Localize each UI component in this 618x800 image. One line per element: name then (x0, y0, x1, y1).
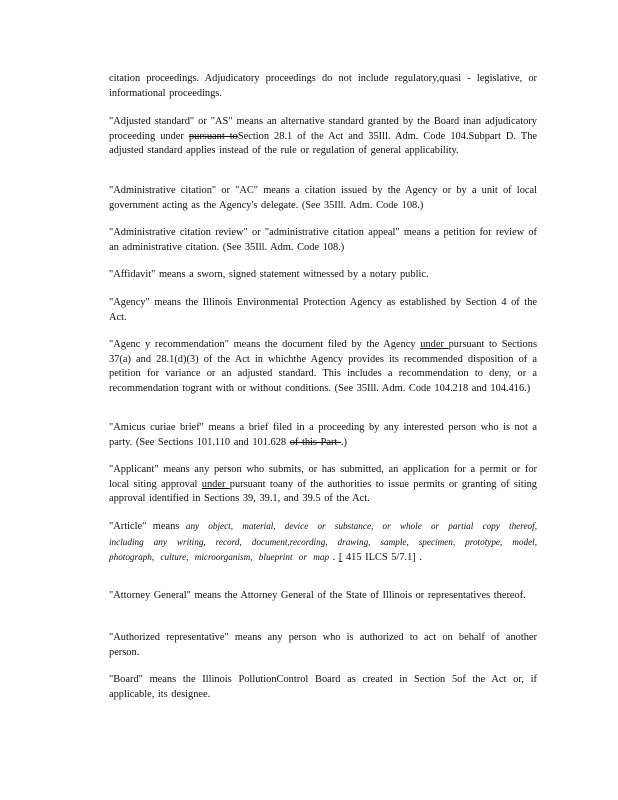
text-run: under (420, 339, 449, 350)
text-run: "Agenc y recommendation" means the document filed by the Agency (109, 339, 421, 350)
paragraph (109, 421, 537, 450)
text-run: "Board" means the Illinois PollutionControl Board as created in Section 5of the Act or, if applicable, its designee. (109, 674, 537, 700)
paragraph (109, 519, 537, 566)
text-run: Section 28.1 of the Act and 35Ill. Adm. Code 104.Subpart D. The adjusted standard applies instead of the rule or regulation of general applicability. (109, 130, 538, 157)
paragraph (109, 184, 537, 213)
text-run: "Authorized representative" means any person who is authorized to act on behalf of another person. (109, 632, 537, 658)
paragraph (109, 115, 537, 159)
text-run: . (329, 552, 339, 564)
paragraph (109, 631, 537, 660)
text-run: "Administrative citation" or "AC" means a citation issued by the Agency or by a unit of local government acting as the Agency's delegate. (See 35Ill. Adm. Code 108.) (109, 185, 537, 211)
text-run: "Article" means (109, 521, 186, 532)
paragraph (109, 338, 537, 396)
text-run: citation proceedings. Adjudicatory proceedings do not include regulatory,quasi - legislative, or informational proceedings. (109, 73, 537, 99)
text-run: under (201, 478, 230, 490)
text-run: "Administrative citation review" or "administrative citation appeal" means a petition for review of an administrative citation. (See 35Ill. Adm. Code 108.) (109, 227, 537, 253)
text-run: pursuant to (188, 130, 238, 142)
paragraph (109, 226, 537, 255)
paragraph (109, 268, 537, 283)
text-run: "Affidavit" means a sworn, signed statement witnessed by a notary public. (109, 269, 429, 280)
paragraph (109, 673, 537, 702)
text-run: "Attorney General" means the Attorney General of the State of Illinois or representatives thereof. (109, 590, 526, 601)
paragraph (109, 296, 537, 325)
text-run: [ (338, 552, 343, 564)
paragraph (109, 72, 537, 101)
text-run: "Agency" means the Illinois Environmental Protection Agency as established by Section 4 of the Act. (109, 297, 537, 323)
text-run: any object, material, device or substance, or whole or partial copy thereof, including any writing, record, document,recording, drawing, sample, specimen, prototype, model, photograph, culture, microorganism, blueprint or map (109, 521, 537, 563)
text-run: pursuant to Sections 37(a) and 28.1(d)(3) of the Act in whichthe Agency provides its recommended disposition of a petition for variance or an adjusted standard. This includes a recommendation to deny, or a recommendation togrant with or without conditions. (See 35Ill. Adm. Code 104.218 and 104.416.) (109, 339, 537, 394)
text-run: pursuant toany of the authorities to issue permits or granting of siting approval identified in Sections 39, 39.1, and 39.5 of the Act. (109, 478, 537, 505)
text-run: "Applicant" means any person who submits, or has submitted, an application for a permit or for local siting approval (109, 464, 537, 490)
text-run: .) (340, 436, 347, 448)
text-run: of this Part (289, 436, 341, 448)
paragraph (109, 589, 537, 604)
text-run: 415 ILCS 5/7.1] . (342, 552, 422, 564)
paragraph (109, 463, 537, 507)
text-run: "Adjusted standard" or "AS" means an alternative standard granted by the Board inan adjudicatory proceeding under (109, 116, 537, 142)
text-run: "Amicus curiae brief" means a brief filed in a proceeding by any interested person who is not a party. (See Sections 101.110 and 101.628 (109, 422, 537, 448)
